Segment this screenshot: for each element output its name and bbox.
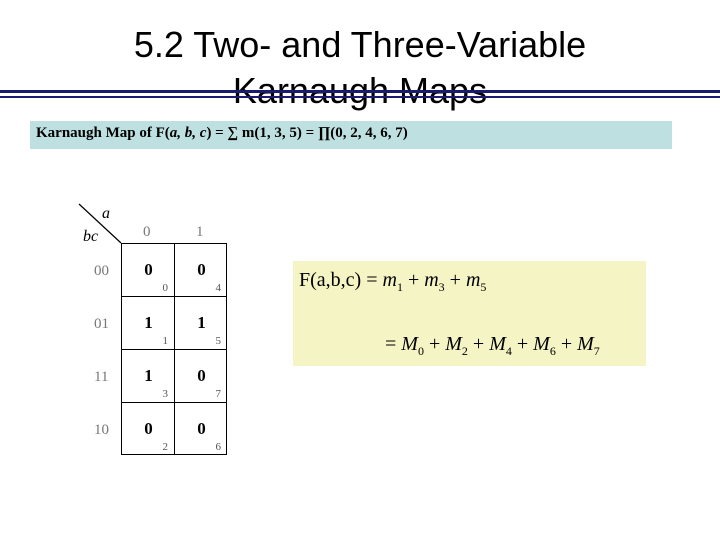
formula-line-2 [385,333,600,359]
kmap-cell-index: 4 [215,282,221,294]
kmap-cell-value: 0 [197,260,206,279]
formula-term-letter: M [489,333,506,355]
formula-term-letter: M [445,333,462,355]
kmap-cell-value: 0 [197,366,206,385]
formula-term-subscript: 1 [396,280,403,294]
kmap-column-variable: a [102,205,110,222]
formula-term-letter: m [465,269,481,291]
kmap-cell-index: 5 [215,335,221,347]
formula-term-letter: M [533,333,550,355]
formula-term-letter: M [401,333,418,355]
subtitle-text [36,125,408,142]
formula-term [445,333,468,358]
kmap-cell-index: 1 [162,335,168,347]
kmap-cell-index: 7 [215,388,221,400]
formula-line-1 [299,269,486,295]
kmap-cell-index: 3 [162,388,168,400]
kmap-cell-value: 1 [144,313,153,332]
kmap-grid [121,243,227,455]
formula-term-subscript: 0 [417,344,424,358]
kmap-row-header-11: 11 [94,369,109,385]
kmap-cell-value: 1 [197,313,206,332]
kmap-cell [122,350,175,403]
kmap-cell-index: 0 [162,282,168,294]
kmap-cell [122,244,175,297]
title-rule-bottom [0,96,720,98]
kmap-row-header-01: 01 [94,316,109,332]
formula-line-2-terms: $M_0 + M_2 + M_4 + M_6 + M_7$ [401,333,600,358]
slide-title [0,22,720,114]
formula-term-subscript: 6 [549,344,556,358]
formula-line-1-terms: $m_1 + m_3 + m_5$ [382,269,487,294]
formula-line-1-lhs: F(a,b,c) = [299,269,378,291]
kmap-cell-index: 6 [215,441,221,453]
kmap-cell [175,244,228,297]
subtitle-suffix: ) = ∑ m(1, 3, 5) = ∏(0, 2, 4, 6, 7) [206,125,408,141]
formula-term [424,269,445,294]
kmap-row-header-10: 10 [94,422,109,438]
kmap-cell-value: 1 [144,366,153,385]
formula-term [382,269,403,294]
kmap-row-header-00: 00 [94,263,109,279]
formula-term-subscript: 7 [593,344,600,358]
formula-term-letter: M [577,333,594,355]
formula-term [533,333,556,358]
formula-term-letter: m [382,269,397,291]
formula-term [465,269,487,294]
formula-term-subscript: 2 [461,344,468,358]
title-rule-top [0,90,720,93]
kmap-cell [175,403,228,456]
kmap-cell [175,350,228,403]
kmap-row-variable: bc [83,228,99,245]
kmap-cell [122,403,175,456]
formula-term-subscript: 5 [480,280,487,294]
title-line-1: 5.2 Two- and Three-Variable [133,24,587,65]
formula-term-letter: m [424,269,439,291]
formula-term [489,333,512,358]
kmap-cell-index: 2 [162,441,168,453]
formula-term [401,333,424,358]
kmap-col-header-0: 0 [143,224,151,240]
kmap-cell-value: 0 [197,419,206,438]
formula-term-subscript: 3 [438,280,445,294]
kmap-cell [122,297,175,350]
subtitle-prefix: Karnaugh Map of F( [36,125,170,141]
formula-line-2-lhs: = [385,333,397,355]
formula-box [293,261,646,366]
kmap-col-header-1: 1 [196,224,204,240]
formula-term-subscript: 4 [505,344,512,358]
kmap-cell-value: 0 [144,419,153,438]
kmap-cell-value: 0 [144,260,153,279]
formula-term [577,333,600,358]
kmap-cell [175,297,228,350]
subtitle-vars: a, b, c [169,125,207,141]
